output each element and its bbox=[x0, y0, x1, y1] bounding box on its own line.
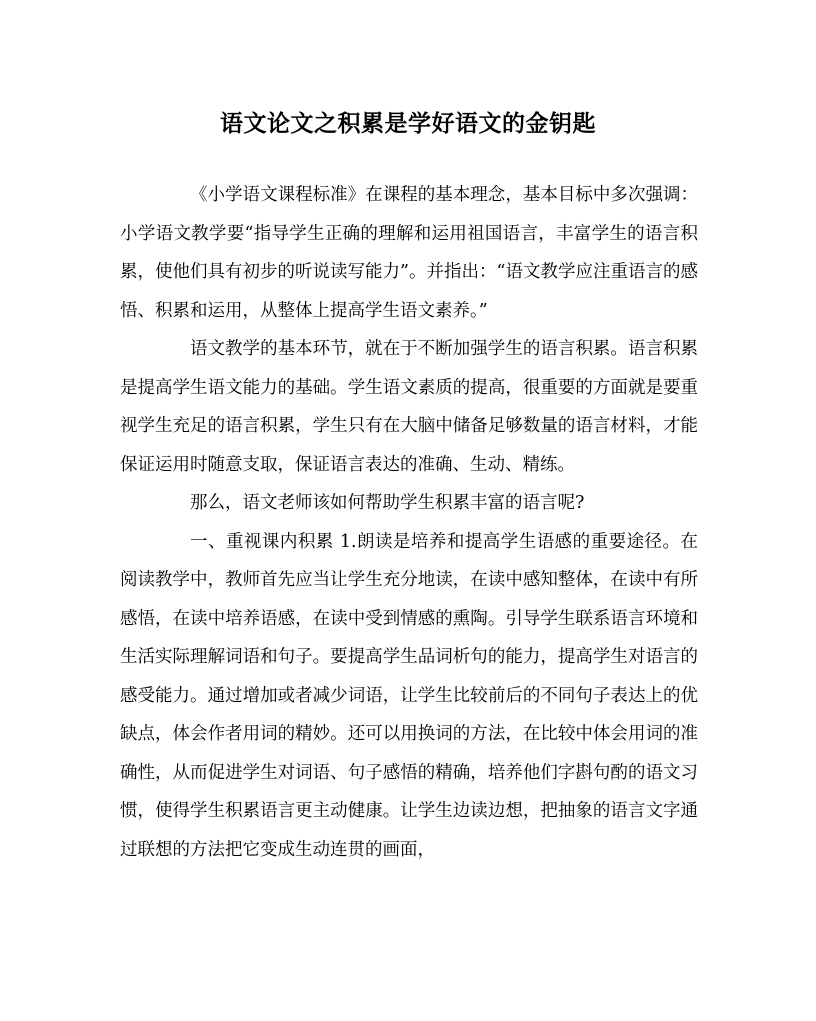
paragraph-3: 那么，语文老师该如何帮助学生积累丰富的语言呢? bbox=[190, 493, 585, 513]
paragraph-1: 《小学语文课程标准》在课程的基本理念，基本目标中多次强调：小学语文教学要“指导学生正确的理解和运用祖国语言，丰富学生的语言积累，使他们具有初步的听说读写能力”。并指出：“语文教学应注重语言的感悟、积累和运用，从整体上提高学生语文素养。” bbox=[120, 185, 698, 321]
paragraph-4: 一、重视课内积累 1.朗读是培养和提高学生语感的重要途径。在阅读教学中，教师首先应当让学生充分地读，在读中感知整体，在读中有所感悟，在读中培养语感，在读中受到情感的熏陶。引导学生联系语言环境和生活实际理解词语和句子。要提高学生品词析句的能力，提高学生对语言的感受能力。通过增加或者减少词语，让学生比较前后的不同句子表达上的优缺点，体会作者用词的精妙。还可以用换词的方法，在比较中体会用词的准确性，从而促进学生对词语、句子感悟的精确，培养他们字斟句酌的语文习惯，使得学生积累语言更主动健康。让学生边读边想，把抽象的语言文字通过联想的方法把它变成生动连贯的画面， bbox=[120, 531, 698, 860]
document-title: 语文论文之积累是学好语文的金钥匙 bbox=[220, 110, 596, 137]
document-body bbox=[120, 176, 698, 869]
paragraph-2: 语文教学的基本环节，就在于不断加强学生的语言积累。语言积累是提高学生语文能力的基础。学生语文素质的提高，很重要的方面就是要重视学生充足的语言积累，学生只有在大脑中储备足够数量的语言材料，才能保证运用时随意支取，保证语言表达的准确、生动、精练。 bbox=[120, 339, 698, 475]
